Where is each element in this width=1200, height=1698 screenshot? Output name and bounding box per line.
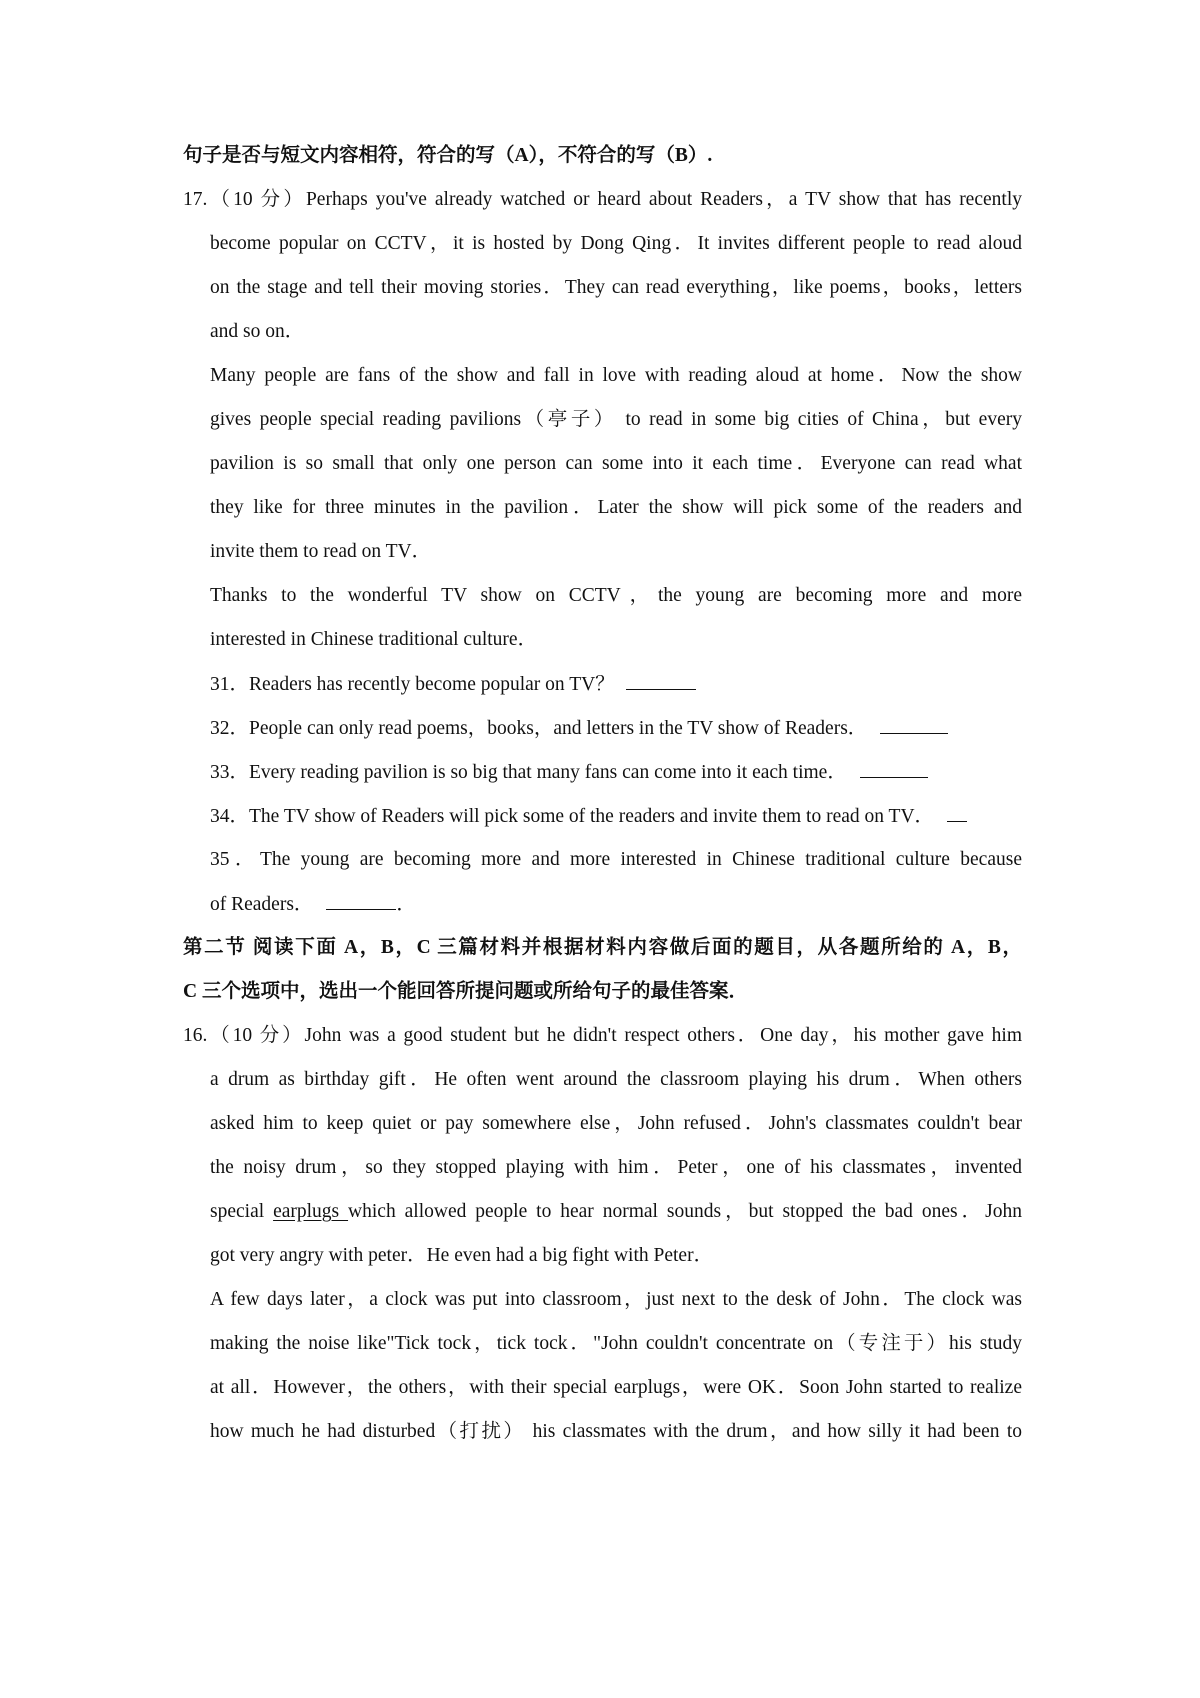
item-35-line-1: 35．The young are becoming more and more interested in Chinese traditional culture because (210, 849, 1022, 870)
section-2-instruction-line-2: C 三个选项中，选出一个能回答所提问题或所给句子的最佳答案． (183, 981, 748, 1002)
section-instruction: 句子是否与短文内容相符，符合的写（A），不符合的写（B）. (183, 145, 713, 166)
item-33-answer-blank[interactable] (860, 759, 928, 778)
item-33-text: 33．Every reading pavilion is so big that many fans can come into it each time． (210, 762, 847, 783)
item-32-text: 32．People can only read poems，books，and letters in the TV show of Readers． (210, 718, 868, 739)
q16-para2-line-2: making the noise like"Tick tock，tick tock．"John couldn't concentrate on（专注于）his study (210, 1333, 1022, 1354)
q17-para3-line-2: interested in Chinese traditional culture． (210, 629, 538, 650)
q17-line-3: on the stage and tell their moving stories．They can read everything，like poems，books，letters (210, 277, 1022, 298)
q17-para2-line-3: pavilion is so small that only one person can some into it each time．Everyone can read what (210, 453, 1022, 474)
q16-line-4: the noisy drum，so they stopped playing with him．Peter，one of his classmates，invented (210, 1157, 1022, 1178)
q16-line-1: 16.（10 分）John was a good student but he didn't respect others．One day，his mother gave him (183, 1025, 1022, 1046)
item-32 (210, 715, 948, 742)
section-2-instruction-line-1: 第二节 阅读下面 A，B，C 三篇材料并根据材料内容做后面的题目，从各题所给的 A，B， (183, 937, 1022, 958)
item-31-text: 31．Readers has recently become popular on TV？ (210, 674, 615, 695)
item-33 (210, 759, 928, 786)
q17-para3-line-1: Thanks to the wonderful TV show on CCTV，the young are becoming more and more (210, 585, 1022, 606)
q17-para2-line-5: invite them to read on TV． (210, 541, 432, 562)
q16-line-3: asked him to keep quiet or pay somewhere else，John refused．John's classmates couldn't bear (210, 1113, 1022, 1134)
q17-para2-line-4: they like for three minutes in the pavilion．Later the show will pick some of the readers and (210, 497, 1022, 518)
item-31 (210, 671, 696, 698)
item-31-answer-blank[interactable] (626, 671, 696, 690)
earplugs-underlined: earplugs (273, 1201, 349, 1222)
item-34-text: 34．The TV show of Readers will pick some of the readers and invite them to read on TV． (210, 806, 935, 827)
item-34 (210, 803, 967, 830)
q17-line-2: become popular on CCTV，it is hosted by Dong Qing．It invites different people to read aloud (210, 233, 1022, 254)
item-32-answer-blank[interactable] (880, 715, 948, 734)
item-35-line-2 (210, 891, 416, 918)
q16-para2-line-1: A few days later，a clock was put into classroom，just next to the desk of John．The clock was (210, 1289, 1022, 1310)
q16-para2-line-4: how much he had disturbed（打扰） his classmates with the drum，and how silly it had been to (210, 1421, 1022, 1442)
item-35-answer-blank[interactable] (326, 891, 396, 910)
item-35-text: of Readers． (210, 894, 314, 915)
q16-line-5-post: which allowed people to hear normal sounds，but stopped the bad ones．John (348, 1201, 1023, 1222)
q16-line-5 (210, 1199, 1022, 1225)
q17-line-4: and so on． (210, 321, 305, 342)
q16-para2-line-3: at all．However，the others，with their special earplugs，were OK．Soon John started to realize (210, 1377, 1022, 1398)
item-35-period: ． (396, 894, 416, 915)
q16-line-5-pre: special (210, 1201, 274, 1222)
item-34-answer-blank[interactable] (947, 803, 967, 822)
q16-line-6: got very angry with peter．He even had a big fight with Peter． (210, 1245, 714, 1266)
q17-line-1: 17.（10 分）Perhaps you've already watched or heard about Readers，a TV show that has recently (183, 189, 1022, 210)
q16-line-2: a drum as birthday gift．He often went around the classroom playing his drum．When others (210, 1069, 1022, 1090)
q17-para2-line-2: gives people special reading pavilions（亭子） to read in some big cities of China，but every (210, 409, 1022, 430)
q17-para2-line-1: Many people are fans of the show and fall in love with reading aloud at home．Now the show (210, 365, 1022, 386)
